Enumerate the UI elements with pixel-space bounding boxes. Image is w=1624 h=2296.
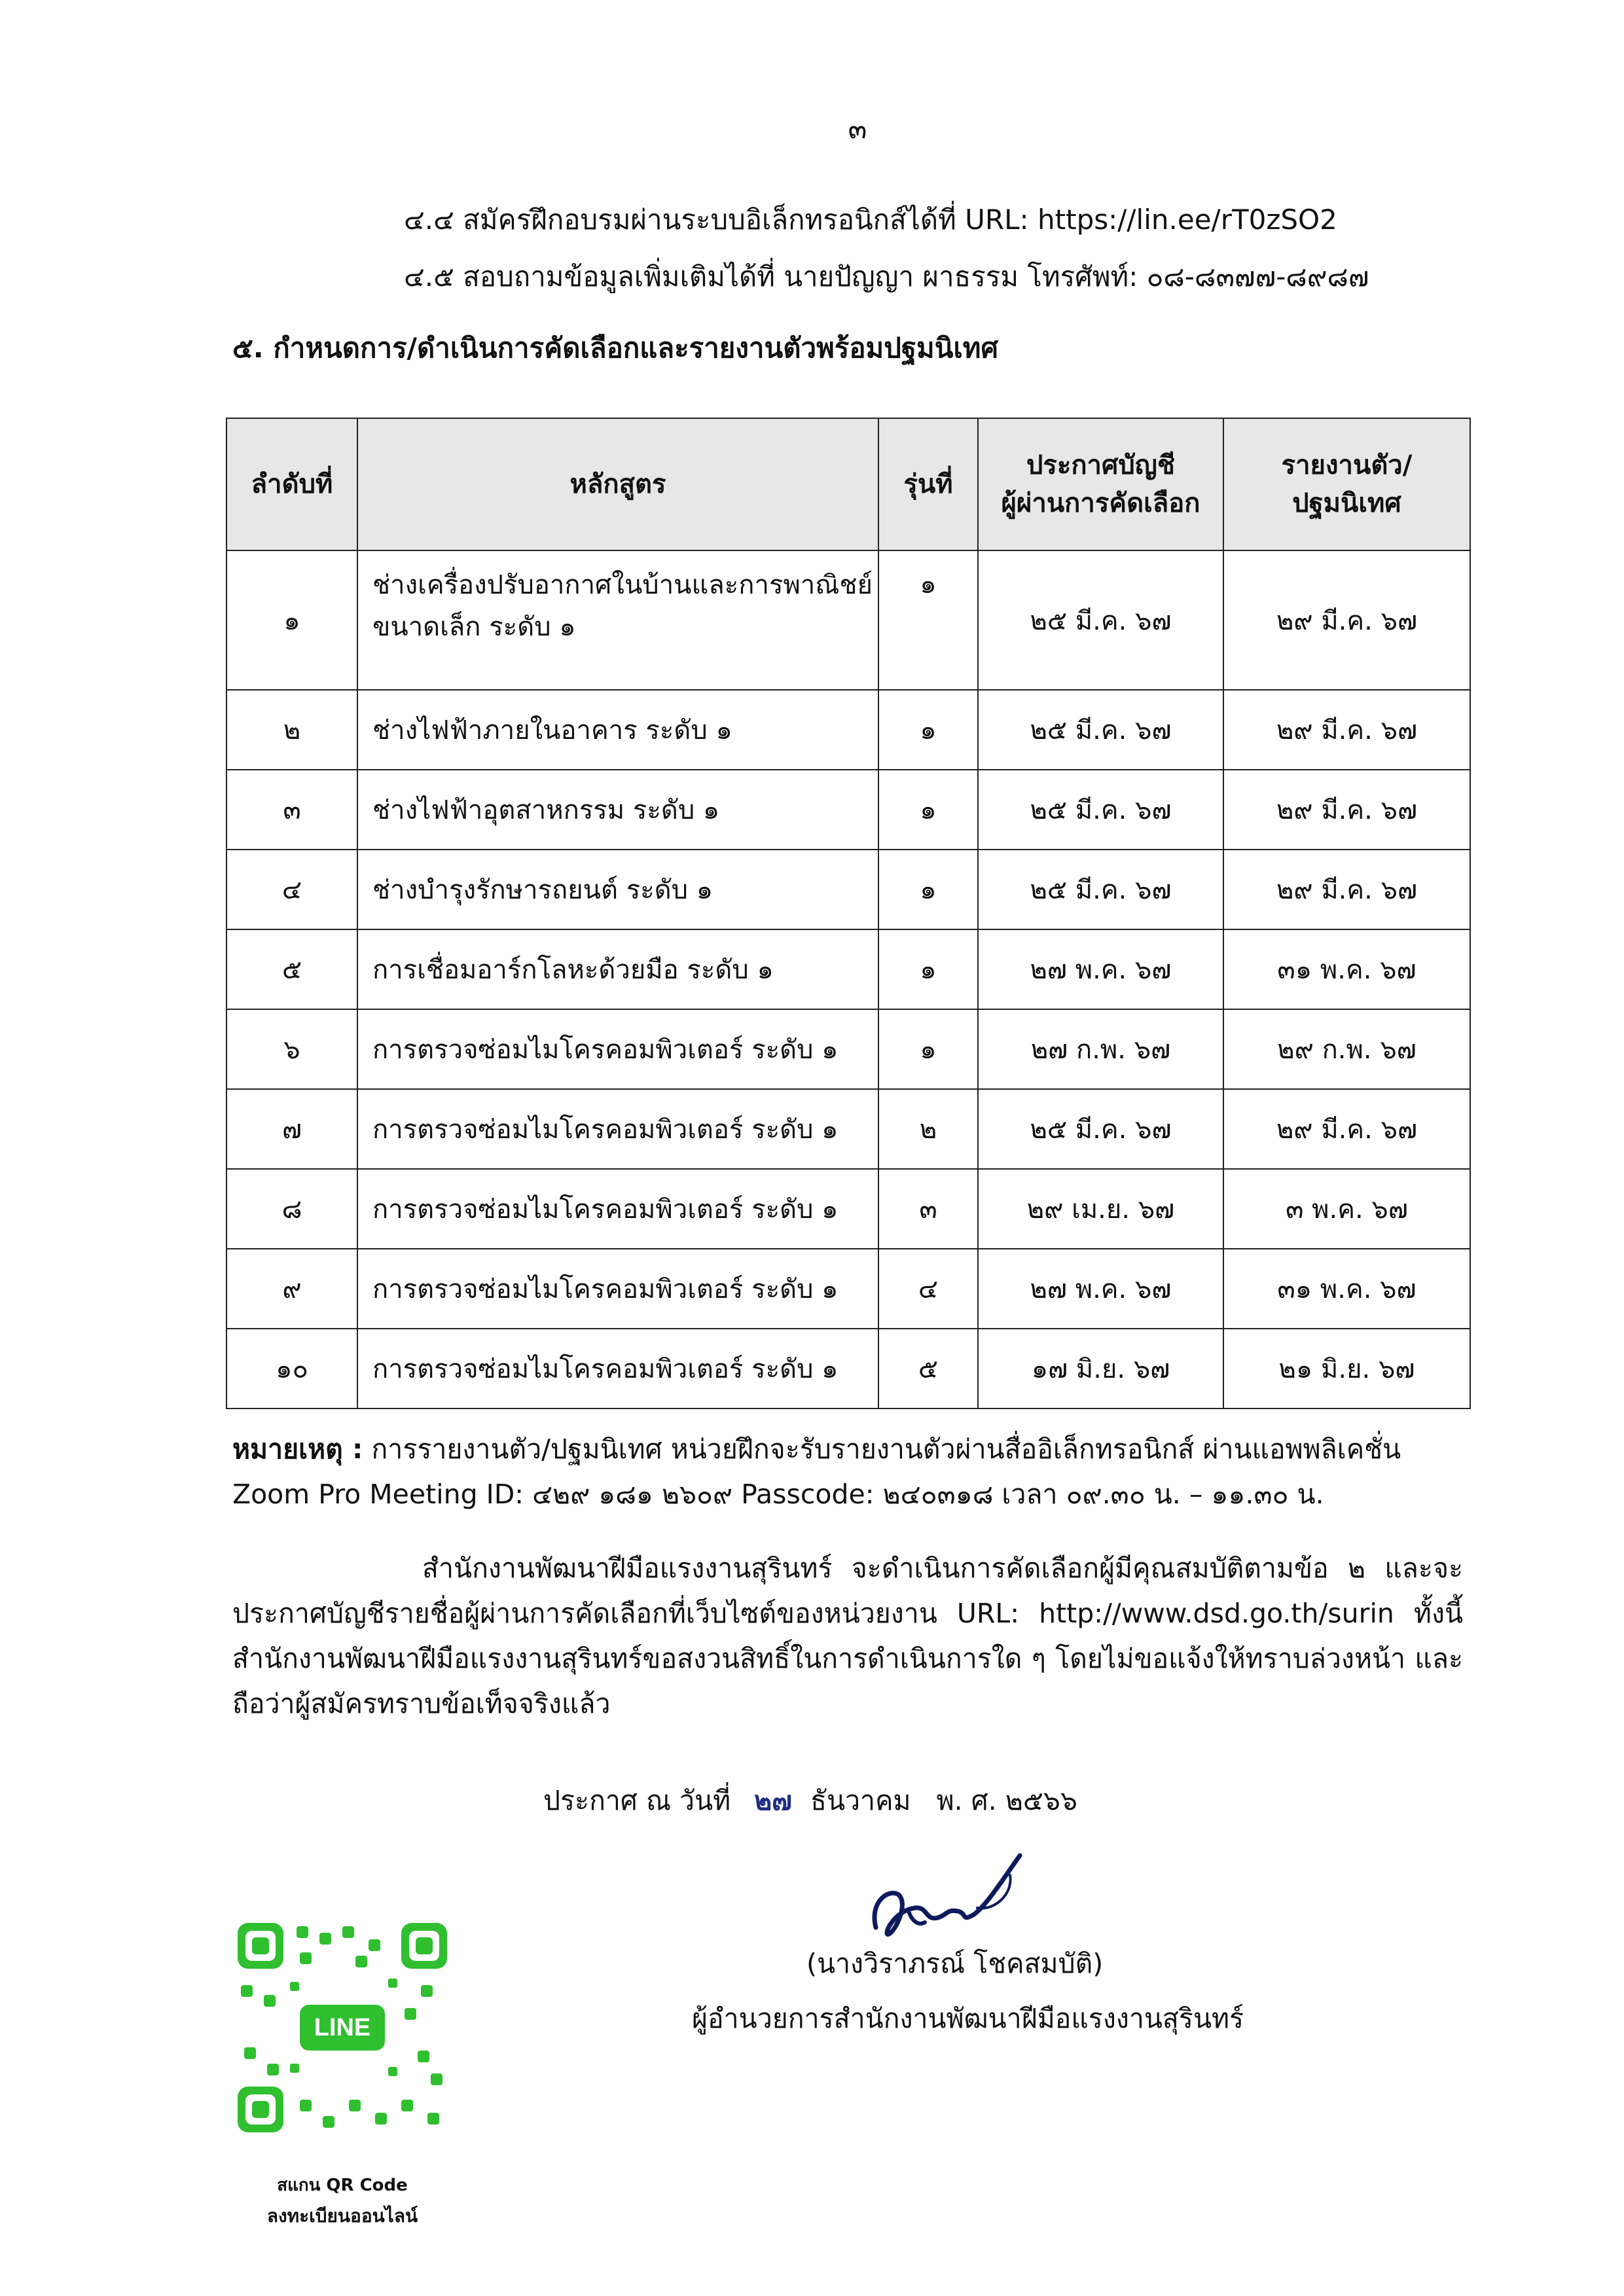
cell-batch: ๑ bbox=[878, 550, 978, 690]
schedule-table bbox=[226, 418, 1471, 1409]
cell-course-line1: ช่างเครื่องปรับอากาศในบ้านและการพาณิชย์ bbox=[372, 570, 873, 600]
header-announce-line2: ผู้ผ่านการคัดเลือก bbox=[1001, 488, 1200, 518]
table-row bbox=[226, 770, 1470, 850]
cell-no: ๓ bbox=[226, 770, 357, 850]
cell-announce: ๒๗ พ.ค. ๖๗ bbox=[978, 929, 1223, 1009]
qr-caption-scan: สแกน QR Code bbox=[277, 2176, 408, 2195]
cell-batch: ๑ bbox=[878, 850, 978, 929]
closing-paragraph bbox=[232, 1546, 1463, 1727]
cell-no: ๘ bbox=[226, 1169, 357, 1249]
cell-announce: ๒๕ มี.ค. ๖๗ bbox=[978, 690, 1223, 770]
closing-paragraph-text: สำนักงานพัฒนาฝีมือแรงงานสุรินทร์ จะดำเนินการคัดเลือกผู้มีคุณสมบัติตามข้อ ๒ และจะประกาศบัญชีรายชื่อผู้ผ่านการคัดเลือกที่เว็บไซต์ของหน่วยงาน URL: http://www.dsd.go.th/surin ทั้งนี้ สำนักงานพัฒนาฝีมือแรงงานสุรินทร์ขอสงวนสิทธิ์ในการดำเนินการใด ๆ โดยไม่ขอแจ้งให้ทราบล่วงหน้า และถือว่าผู้สมัครทราบข้อเท็จจริงแล้ว bbox=[232, 1552, 1463, 1719]
signer-name: (นางวิราภรณ์ โชคสมบัติ) bbox=[806, 1948, 1104, 1979]
announce-day: ๒๗ bbox=[754, 1785, 792, 1816]
cell-announce: ๒๗ พ.ค. ๖๗ bbox=[978, 1249, 1223, 1329]
cell-course: การตรวจซ่อมไมโครคอมพิวเตอร์ ระดับ ๑ bbox=[357, 1009, 878, 1089]
header-report-line1: รายงานตัว/ bbox=[1281, 450, 1413, 480]
cell-announce: ๒๕ มี.ค. ๖๗ bbox=[978, 850, 1223, 929]
cell-course: ช่างไฟฟ้าอุตสาหกรรม ระดับ ๑ bbox=[357, 770, 878, 850]
cell-no: ๒ bbox=[226, 690, 357, 770]
item-4-5-contact: ๔.๕ สอบถามข้อมูลเพิ่มเติมได้ที่ นายปัญญา ผาธรรม โทรศัพท์: ๐๘-๘๓๗๗-๘๙๘๗ bbox=[404, 260, 1369, 293]
cell-batch: ๔ bbox=[878, 1249, 978, 1329]
table-row bbox=[226, 550, 1470, 690]
item-4-4-registration-url: ๔.๔ สมัครฝึกอบรมผ่านระบบอิเล็กทรอนิกส์ได้ที่ URL: https://lin.ee/rT0zSO2 bbox=[404, 204, 1337, 236]
header-course: หลักสูตร bbox=[357, 418, 878, 550]
announce-prefix: ประกาศ ณ วันที่ bbox=[543, 1785, 731, 1816]
table-row bbox=[226, 850, 1470, 929]
table-row bbox=[226, 1329, 1470, 1408]
announcement-date bbox=[543, 1785, 1077, 1817]
cell-report: ๒๑ มิ.ย. ๖๗ bbox=[1223, 1329, 1470, 1408]
cell-course: การตรวจซ่อมไมโครคอมพิวเตอร์ ระดับ ๑ bbox=[357, 1089, 878, 1169]
cell-report: ๒๙ มี.ค. ๖๗ bbox=[1223, 850, 1470, 929]
cell-course: การตรวจซ่อมไมโครคอมพิวเตอร์ ระดับ ๑ bbox=[357, 1169, 878, 1249]
cell-announce: ๒๕ มี.ค. ๖๗ bbox=[978, 550, 1223, 690]
announce-year: พ. ศ. ๒๕๖๖ bbox=[936, 1785, 1077, 1816]
note-line2: Zoom Pro Meeting ID: ๔๒๙ ๑๘๑ ๒๖๐๙ Passcode: ๒๔๐๓๑๘ เวลา ๐๙.๓๐ น. – ๑๑.๓๐ น. bbox=[232, 1478, 1324, 1510]
cell-no: ๔ bbox=[226, 850, 357, 929]
cell-announce: ๒๕ มี.ค. ๖๗ bbox=[978, 1089, 1223, 1169]
cell-report: ๒๙ มี.ค. ๖๗ bbox=[1223, 690, 1470, 770]
page-number: ๓ bbox=[848, 113, 867, 145]
cell-announce: ๑๗ มิ.ย. ๖๗ bbox=[978, 1329, 1223, 1408]
cell-course-line2: ขนาดเล็ก ระดับ ๑ bbox=[372, 612, 576, 642]
table-row bbox=[226, 1169, 1470, 1249]
cell-course: การตรวจซ่อมไมโครคอมพิวเตอร์ ระดับ ๑ bbox=[357, 1329, 878, 1408]
note-label: หมายเหตุ : bbox=[232, 1433, 363, 1465]
header-announce-line1: ประกาศบัญชี bbox=[1026, 450, 1176, 480]
line-qr-code bbox=[238, 1923, 447, 2132]
section-title: ๕. กำหนดการ/ดำเนินการคัดเลือกและรายงานตัวพร้อมปฐมนิเทศ bbox=[232, 332, 999, 364]
cell-course: การตรวจซ่อมไมโครคอมพิวเตอร์ ระดับ ๑ bbox=[357, 1249, 878, 1329]
note-line1: การรายงานตัว/ปฐมนิเทศ หน่วยฝึกจะรับรายงานตัวผ่านสื่ออิเล็กทรอนิกส์ ผ่านแอพพลิเคชั่น bbox=[363, 1433, 1401, 1465]
cell-course: ช่างไฟฟ้าภายในอาคาร ระดับ ๑ bbox=[357, 690, 878, 770]
cell-batch: ๑ bbox=[878, 929, 978, 1009]
header-no: ลำดับที่ bbox=[226, 418, 357, 550]
cell-report: ๓๑ พ.ค. ๖๗ bbox=[1223, 1249, 1470, 1329]
cell-report: ๓๑ พ.ค. ๖๗ bbox=[1223, 929, 1470, 1009]
header-report-line2: ปฐมนิเทศ bbox=[1292, 488, 1401, 518]
qr-line-label: LINE bbox=[314, 2014, 371, 2041]
qr-caption-register: ลงทะเบียนออนไลน์ bbox=[266, 2205, 418, 2227]
header-batch: รุ่นที่ bbox=[878, 418, 978, 550]
cell-batch: ๑ bbox=[878, 1009, 978, 1089]
cell-batch: ๑ bbox=[878, 770, 978, 850]
table-row bbox=[226, 1249, 1470, 1329]
cell-announce: ๒๙ เม.ย. ๖๗ bbox=[978, 1169, 1223, 1249]
cell-no: ๗ bbox=[226, 1089, 357, 1169]
table-row bbox=[226, 1009, 1470, 1089]
cell-report: ๓ พ.ค. ๖๗ bbox=[1223, 1169, 1470, 1249]
table-row bbox=[226, 1089, 1470, 1169]
cell-course: การเชื่อมอาร์กโลหะด้วยมือ ระดับ ๑ bbox=[357, 929, 878, 1009]
signer-title: ผู้อำนวยการสำนักงานพัฒนาฝีมือแรงงานสุรินทร์ bbox=[692, 2003, 1244, 2034]
cell-report: ๒๙ มี.ค. ๖๗ bbox=[1223, 550, 1470, 690]
signature bbox=[863, 1849, 1033, 1947]
cell-batch: ๕ bbox=[878, 1329, 978, 1408]
cell-course bbox=[357, 550, 878, 690]
table-header-row bbox=[226, 418, 1470, 550]
announce-month: ธันวาคม bbox=[810, 1785, 911, 1816]
header-announce bbox=[978, 418, 1223, 550]
cell-report: ๒๙ มี.ค. ๖๗ bbox=[1223, 770, 1470, 850]
cell-batch: ๑ bbox=[878, 690, 978, 770]
cell-no: ๑๐ bbox=[226, 1329, 357, 1408]
cell-no: ๙ bbox=[226, 1249, 357, 1329]
cell-batch: ๒ bbox=[878, 1089, 978, 1169]
table-row bbox=[226, 929, 1470, 1009]
table-row bbox=[226, 690, 1470, 770]
cell-no: ๕ bbox=[226, 929, 357, 1009]
header-report bbox=[1223, 418, 1470, 550]
cell-no: ๖ bbox=[226, 1009, 357, 1089]
cell-batch: ๓ bbox=[878, 1169, 978, 1249]
note bbox=[232, 1427, 1463, 1517]
cell-no: ๑ bbox=[226, 550, 357, 690]
cell-report: ๒๙ ก.พ. ๖๗ bbox=[1223, 1009, 1470, 1089]
cell-course: ช่างบำรุงรักษารถยนต์ ระดับ ๑ bbox=[357, 850, 878, 929]
cell-report: ๒๙ มี.ค. ๖๗ bbox=[1223, 1089, 1470, 1169]
cell-announce: ๒๕ มี.ค. ๖๗ bbox=[978, 770, 1223, 850]
cell-announce: ๒๗ ก.พ. ๖๗ bbox=[978, 1009, 1223, 1089]
